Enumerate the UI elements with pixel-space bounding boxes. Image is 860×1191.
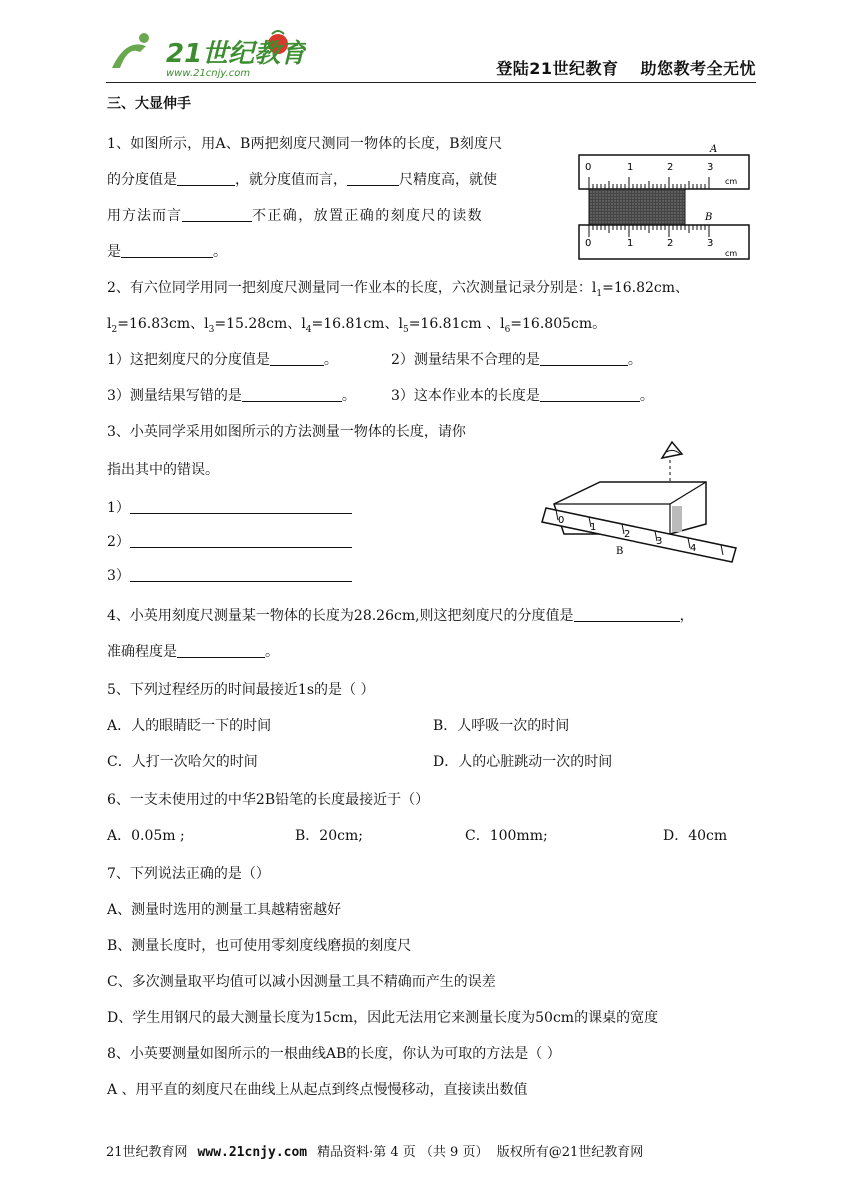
q3-blank-3[interactable]	[130, 566, 352, 582]
q1-line1: 1、如图所示，用A、B两把刻度尺测同一物体的长度，B刻度尺	[107, 136, 503, 152]
ruler-a-tick-2: 2	[667, 162, 674, 173]
footer-copyright: 版权所有@21世纪教育网	[496, 1145, 644, 1160]
q6-option-d[interactable]: D．40cm	[663, 828, 728, 844]
slanted-tick-4: 4	[690, 543, 697, 554]
q2-blank-2[interactable]	[540, 350, 628, 366]
logo	[106, 28, 306, 80]
q8-option-a[interactable]: A 、用平直的刻度尺在曲线上从起点到终点慢慢移动，直接读出数值	[107, 1082, 528, 1098]
ruler-b-tick-0: 0	[585, 238, 592, 249]
q1-line3: 用方法而言 不正确，放置正确的刻度尺的读数	[107, 208, 483, 224]
q5-option-d[interactable]: D．人的心脏跳动一次的时间	[433, 754, 613, 770]
q7-option-d[interactable]: D、学生用钢尺的最大测量长度为15cm，因此无法用它来测量长度为50cm的课桌的宽度	[107, 1010, 659, 1026]
q1-blank-1[interactable]	[177, 170, 235, 186]
slogan-right: 助您教考全无忧	[640, 59, 756, 78]
ruler-b-unit: cm	[725, 249, 738, 258]
q1-blank-3[interactable]	[182, 206, 252, 222]
header-slogan	[496, 56, 756, 79]
slogan-left: 登陆21世纪教育	[496, 59, 619, 78]
q3-answer-2: 2）	[107, 532, 352, 552]
q2-blank-3[interactable]	[242, 386, 342, 402]
ruler-b-tick-2: 2	[667, 238, 674, 249]
ruler-a-tick-1: 1	[627, 162, 634, 173]
q6-option-c[interactable]: C．100mm;	[465, 828, 548, 844]
q8-stem: 8、小英要测量如图所示的一根曲线AB的长度，你认为可取的方法是（ ）	[107, 1046, 561, 1062]
section-title: 三、大显伸手	[107, 96, 191, 112]
ruler-a-tick-0: 0	[585, 162, 592, 173]
q5-option-b[interactable]: B．人呼吸一次的时间	[433, 718, 570, 734]
logo-url: www.21cnjy.com	[166, 68, 251, 79]
page-header	[106, 26, 756, 82]
q3-measure-figure	[540, 430, 740, 566]
slanted-tick-0: 0	[558, 515, 565, 526]
ruler-b-tick-3: 3	[707, 238, 714, 249]
q2-sub-3: 3）测量结果写错的是 。	[107, 388, 356, 404]
eye-icon	[662, 442, 682, 458]
ruler-b-label: B	[705, 212, 713, 223]
q3-blank-2[interactable]	[130, 532, 352, 548]
q3-blank-1[interactable]	[130, 498, 352, 514]
slanted-ruler-label: B	[616, 546, 624, 557]
q4-blank-2[interactable]	[177, 642, 265, 658]
runner-icon	[112, 44, 146, 68]
logo-text: 21世纪教育	[166, 39, 306, 69]
q1-blank-4[interactable]	[121, 242, 213, 258]
q2-sub-1: 1）这把刻度尺的分度值是 。	[107, 352, 338, 368]
q2-line1: 2、有六位同学用同一把刻度尺测量同一作业本的长度，六次测量记录分别是：$l_1=16.82cm$、	[107, 280, 690, 299]
q2-sub-2: 2）测量结果不合理的是 。	[391, 352, 642, 368]
q2-line2: $l_2=16.83cm$、$l_3=15.28cm$、$l_4=16.81cm$、$l_5=16.81cm$ 、$l_6=16.805cm$。	[107, 316, 607, 335]
q2-sub-4: 3）这本作业本的长度是 。	[391, 388, 654, 404]
ruler-a-label: A	[710, 144, 718, 155]
ruler-a-unit: cm	[725, 177, 738, 186]
q6-option-b[interactable]: B．20cm;	[295, 828, 363, 844]
q3-line2: 指出其中的错误。	[107, 462, 219, 478]
ruler-a-body	[579, 155, 749, 189]
ruler-b-body	[579, 225, 749, 259]
q2-blank-4[interactable]	[540, 386, 640, 402]
q4-line2: 准确程度是 。	[107, 644, 279, 660]
q7-option-b[interactable]: B、测量长度时，也可使用零刻度线磨损的刻度尺	[107, 938, 412, 954]
footer-site[interactable]: www.21cnjy.com	[197, 1145, 308, 1160]
ruler-a-tick-3: 3	[707, 162, 714, 173]
q1-line2: 的分度值是 ，就分度值而言， 尺精度高，就使	[107, 172, 497, 188]
q1-blank-2[interactable]	[347, 170, 399, 186]
q3-answer-1: 1）	[107, 498, 352, 518]
q5-option-c[interactable]: C．人打一次哈欠的时间	[107, 754, 258, 770]
q7-option-a[interactable]: A、测量时选用的测量工具越精密越好	[107, 902, 342, 918]
slanted-tick-1: 1	[590, 522, 597, 533]
header-divider	[106, 82, 756, 83]
q6-option-a[interactable]: A．0.05m ;	[107, 828, 185, 844]
page-footer	[106, 1141, 756, 1160]
q7-option-c[interactable]: C、多次测量取平均值可以减小因测量工具不精确而产生的误差	[107, 974, 496, 990]
q5-stem: 5、下列过程经历的时间最接近1s的是（ ）	[107, 682, 375, 698]
q2-blank-1[interactable]	[270, 350, 324, 366]
q4-blank-1[interactable]	[574, 606, 680, 622]
q6-stem: 6、一支未使用过的中华2B铅笔的长度最接近于（）	[107, 792, 430, 808]
q3-answer-3: 3）	[107, 566, 352, 586]
q1-line4: 是 。	[107, 244, 227, 260]
slanted-tick-2: 2	[624, 529, 631, 540]
ruler-b-tick-1: 1	[627, 238, 634, 249]
q1-ruler-figure	[575, 140, 755, 268]
q7-stem: 7、下列说法正确的是（）	[107, 866, 270, 882]
q3-line1: 3、小英同学采用如图所示的方法测量一物体的长度，请你	[107, 424, 466, 440]
footer-left: 21世纪教育网	[106, 1145, 188, 1160]
q5-option-a[interactable]: A．人的眼睛眨一下的时间	[107, 718, 272, 734]
slanted-tick-3: 3	[656, 536, 663, 547]
q4-line1: 4、小英用刻度尺测量某一物体的长度为28.26cm,则这把刻度尺的分度值是 ，	[107, 608, 694, 624]
footer-page: 精品资料·第 4 页 （共 9 页）	[317, 1145, 489, 1160]
